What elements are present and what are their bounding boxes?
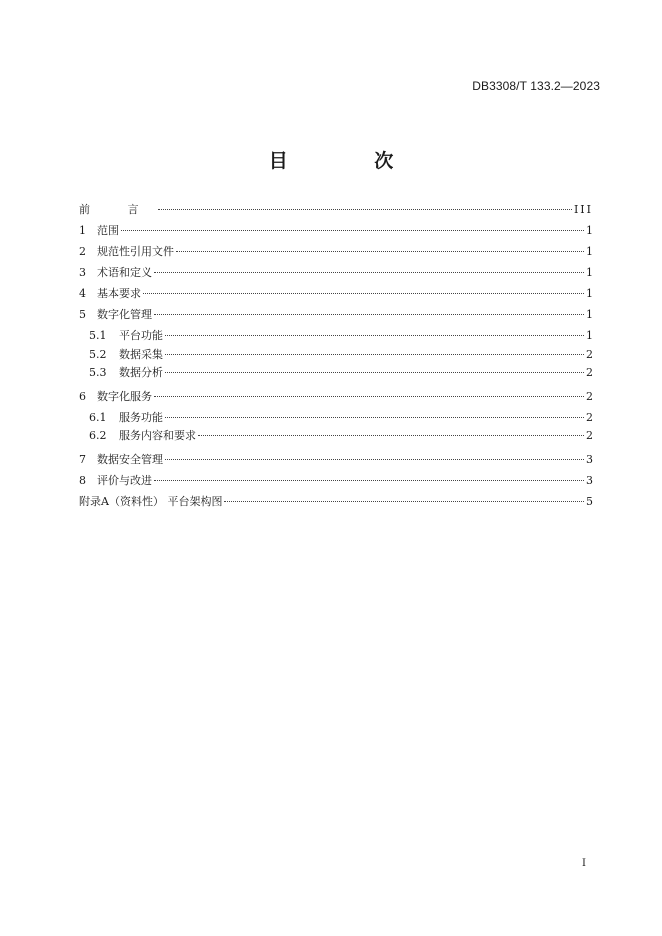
- dot-leader: [176, 251, 584, 252]
- toc-entry-4[interactable]: [79, 283, 593, 304]
- dot-leader: [165, 459, 584, 460]
- toc-entry-page: 1: [586, 266, 593, 279]
- toc-entry-6-2[interactable]: [79, 427, 593, 446]
- toc-entry-page: 1: [586, 308, 593, 321]
- toc-entry-number: 5: [79, 308, 86, 321]
- toc-entry-page: 5: [586, 494, 593, 508]
- dot-leader: [154, 480, 584, 481]
- toc-entry-number: 2: [79, 245, 86, 258]
- toc-entry-appendix-a[interactable]: [79, 491, 593, 512]
- toc-entry-label: 规范性引用文件: [97, 245, 174, 258]
- dot-leader: [165, 372, 584, 373]
- dot-leader: [154, 272, 584, 273]
- toc-entry-page: III: [573, 203, 593, 216]
- toc-entry-8[interactable]: [79, 470, 593, 491]
- toc-entry-page: 3: [586, 452, 593, 466]
- toc-entry-3[interactable]: [79, 262, 593, 283]
- toc-entry-label: 附录A（资料性） 平台架构图: [79, 494, 223, 508]
- toc-entry-number: 3: [79, 266, 86, 279]
- footer-page-number: I: [582, 858, 586, 869]
- toc-entry-label: 数据安全管理: [97, 452, 163, 466]
- toc-entry-page: 2: [586, 347, 593, 361]
- toc-entry-label: 数据采集: [119, 347, 163, 361]
- dot-leader: [165, 417, 584, 418]
- toc-entry-number: 5.2: [89, 347, 107, 361]
- toc-entry-page: 1: [586, 287, 593, 300]
- toc-entry-6-1[interactable]: [79, 409, 593, 428]
- toc-entry-5-1[interactable]: [79, 327, 593, 346]
- toc-entry-label: 数据分析: [119, 366, 163, 379]
- toc-entry-label: 范围: [97, 224, 119, 237]
- toc-entry-5[interactable]: [79, 304, 593, 325]
- toc-entry-page: 2: [586, 410, 593, 424]
- toc-entry-page: 2: [586, 429, 593, 442]
- dot-leader: [224, 501, 584, 502]
- dot-leader: [143, 293, 584, 294]
- toc-entry-number: 6: [79, 389, 86, 403]
- toc-entry-page: 1: [586, 329, 593, 342]
- dot-leader: [165, 335, 584, 336]
- toc-entry-foreword[interactable]: [79, 199, 593, 220]
- toc-entry-1[interactable]: [79, 220, 593, 241]
- dot-leader: [198, 435, 584, 436]
- toc-entry-number: 4: [79, 287, 86, 300]
- dot-leader: [165, 354, 584, 355]
- toc-entry-label: 术语和定义: [97, 266, 152, 279]
- toc-entry-number: 1: [79, 224, 86, 237]
- toc-entry-page: 1: [586, 224, 593, 237]
- dot-leader: [154, 396, 584, 397]
- toc-entry-label: 基本要求: [97, 287, 141, 300]
- dot-leader: [121, 230, 584, 231]
- toc-entry-page: 3: [586, 473, 593, 487]
- toc-entry-5-2[interactable]: [79, 346, 593, 365]
- toc-entry-6[interactable]: [79, 386, 593, 407]
- toc-entry-label: 数字化管理: [97, 308, 152, 321]
- toc-entry-2[interactable]: [79, 241, 593, 262]
- dot-leader: [158, 209, 572, 210]
- toc-entry-number: 5.1: [89, 329, 107, 342]
- toc-title: 目 次: [268, 150, 434, 172]
- toc-entry-label: 前 言: [79, 203, 156, 216]
- dot-leader: [154, 314, 584, 315]
- toc-entry-number: 6.2: [89, 429, 107, 442]
- toc-entry-number: 7: [79, 452, 86, 466]
- toc-entry-number: 8: [79, 473, 86, 487]
- toc-entry-label: 服务内容和要求: [119, 429, 196, 442]
- toc-entry-label: 数字化服务: [97, 389, 152, 403]
- toc-entry-label: 服务功能: [119, 410, 163, 424]
- toc-entry-number: 5.3: [89, 366, 107, 379]
- toc-entry-page: 1: [586, 245, 593, 258]
- toc-entry-number: 6.1: [89, 410, 107, 424]
- toc-entry-5-3[interactable]: [79, 364, 593, 383]
- toc-entry-7[interactable]: [79, 449, 593, 470]
- toc-entry-page: 2: [586, 366, 593, 379]
- toc-entry-page: 2: [586, 389, 593, 403]
- toc-entry-label: 平台功能: [119, 329, 163, 342]
- toc-entry-label: 评价与改进: [97, 473, 152, 487]
- table-of-contents: [79, 199, 593, 512]
- document-code: DB3308/T 133.2—2023: [472, 79, 600, 93]
